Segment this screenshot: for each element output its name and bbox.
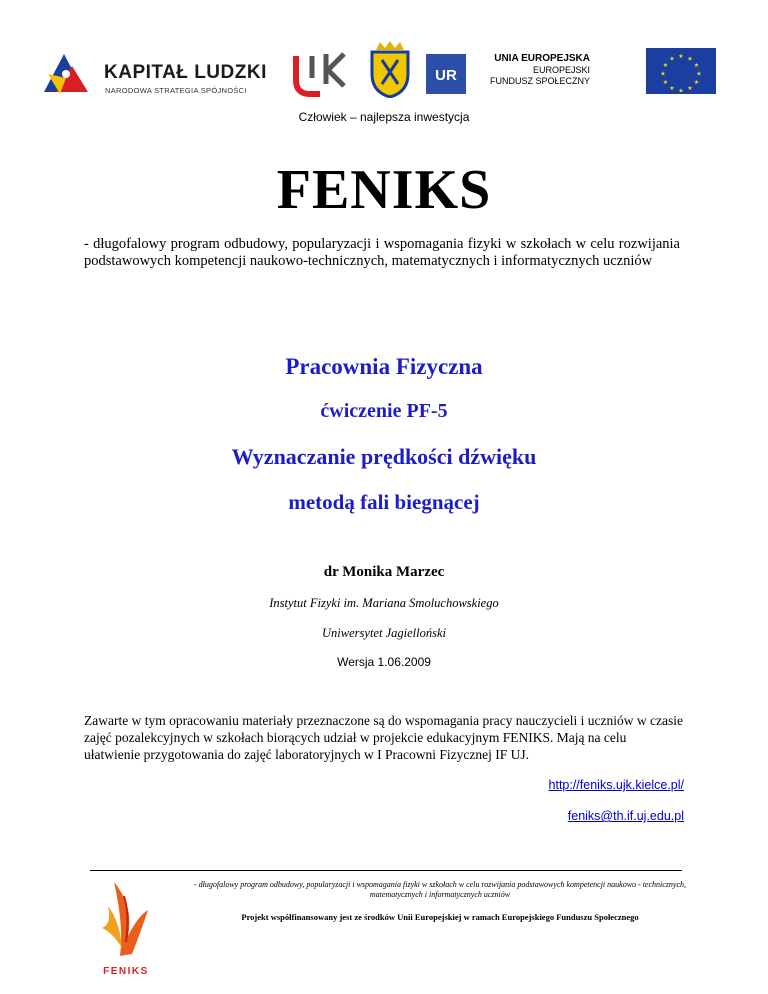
eu-caption	[490, 52, 590, 87]
document-version: Wersja 1.06.2009	[337, 655, 431, 669]
svg-text:★: ★	[678, 53, 684, 60]
footer-program-note: - długofalowy program odbudowy, popularyzacji i wspomagania fizyki w szkołach w celu rozwijania podstawowych kompetencji naukowo - technicznych, matematycznych i informatycznych uczniów	[193, 880, 687, 899]
eu-caption-line1: UNIA EUROPEJSKA	[494, 53, 590, 64]
ur-logo	[426, 54, 466, 94]
eu-caption-line3: FUNDUSZ SPOŁECZNY	[489, 76, 590, 86]
svg-text:★: ★	[660, 70, 666, 78]
svg-text:★: ★	[696, 70, 702, 78]
feniks-footer-logo	[94, 876, 158, 980]
svg-text:★: ★	[669, 85, 675, 92]
footer-cofinance-note: Projekt współfinansowany jest ze środków Unii Europejskiej w ramach Europejskiego Funduszu Społecznego	[241, 912, 639, 922]
program-description: - długofalowy program odbudowy, popularyzacji i wspomagania fizyki w szkołach w celu rozwijania podstawowych kompetencji naukowo-technicznych, matematycznych i informatycznych uczniów	[84, 236, 680, 269]
feniks-footer-logo-text: FENIKS	[103, 966, 149, 977]
footer-divider	[90, 870, 682, 871]
eu-flag-icon	[646, 48, 716, 94]
kapital-ludzki-title: KAPITAŁ LUDZKI	[104, 62, 267, 83]
exercise-heading: ćwiczenie PF-5	[320, 400, 448, 422]
svg-text:★: ★	[693, 79, 700, 86]
topic-heading-line1: Wyznaczanie prędkości dźwięku	[231, 444, 537, 469]
document-title: FENIKS	[276, 159, 492, 221]
eu-caption-line2: EUROPEJSKI	[532, 65, 590, 75]
coat-of-arms-logo	[368, 40, 412, 98]
svg-text:★: ★	[678, 87, 684, 94]
email-link[interactable]: feniks@th.if.uj.edu.pl	[567, 809, 684, 823]
author-name: dr Monika Marzec	[323, 564, 445, 580]
purpose-paragraph: Zawarte w tym opracowaniu materiały przeznaczone są do wspomagania pracy nauczycieli i uczniów w czasie zajęć pozalekcyjnych w szkołach biorących udział w projekcie edukacyjnym FENIKS. Mają na celu ułatwienie przygotowania do zajęć laboratoryjnych w I Pracowni Fizycznej IF UJ.	[84, 713, 683, 762]
motto: Człowiek – najlepsza inwestycja	[298, 110, 470, 124]
svg-text:★: ★	[687, 85, 693, 92]
kapital-ludzki-subtitle: NARODOWA STRATEGIA SPÓJNOŚCI	[105, 86, 247, 95]
svg-text:★: ★	[669, 55, 675, 63]
svg-text:★: ★	[662, 62, 669, 69]
website-link[interactable]: http://feniks.ujk.kielce.pl/	[548, 778, 684, 792]
topic-heading-line2: metodą fali biegnącej	[288, 490, 480, 514]
svg-text:★: ★	[687, 55, 693, 63]
svg-text:★: ★	[693, 62, 700, 69]
ujk-logo	[290, 48, 355, 100]
lab-heading: Pracownia Fizyczna	[285, 354, 483, 379]
svg-text:★: ★	[662, 79, 669, 86]
author-institute: Instytut Fizyki im. Mariana Smoluchowskiego	[269, 596, 499, 610]
svg-text:UR: UR	[435, 67, 457, 84]
author-university: Uniwersytet Jagielloński	[322, 626, 446, 640]
